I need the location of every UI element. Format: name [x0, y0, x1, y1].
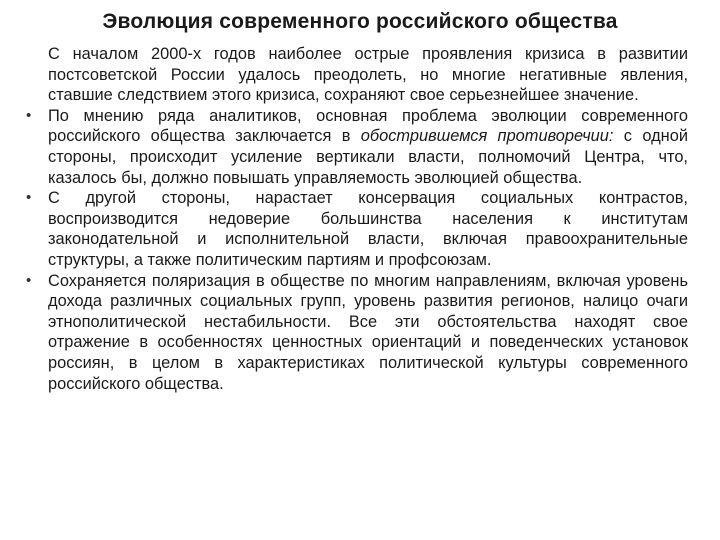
paragraph-text: с одной стороны, происходит усиление вертикали власти, полномочий Центра, что, казалось бы, должно повышать управляемость эволюцией общества. [48, 127, 688, 187]
slide-title: Эволюция современного российского общества [102, 10, 618, 33]
list-item-polarization [48, 271, 688, 395]
paragraph-text: Сохраняется поляризация в обществе по многим направлениям, включая уровень дохода различных социальных групп, уровень развития регионов, налицо очаги этнополитической нестабильности. Все эти обстоятельства находят свое отражение в особенностях ценностных ориентаций и поведенческих установок россиян, в целом в характеристиках политической культуры современного российского общества. [48, 271, 688, 393]
list-item-analysts [48, 106, 688, 188]
bullet-list [48, 44, 688, 394]
paragraph-text: С другой стороны, нарастает консервация социальных контрастов, воспроизводится недоверие большинства населения к институтам законодательной и исполнительной власти, включая правоохранительные структуры, а также политическим партиям и профсоюзам. [48, 189, 688, 269]
paragraph-text: С началом 2000-х годов наиболее острые проявления кризиса в развитии постсоветской России удалось преодолеть, но многие негативные явления, ставшие следствием этого кризиса, сохраняют свое серьезнейшее значение. [48, 45, 688, 105]
list-item-intro [48, 44, 688, 106]
list-item-contrasts [48, 188, 688, 270]
emphasis-text: обострившемся противоречии: [360, 127, 614, 146]
paragraph-text: По мнению ряда аналитиков, основная проблема эволюции современного российского общества заключается в [48, 106, 688, 146]
